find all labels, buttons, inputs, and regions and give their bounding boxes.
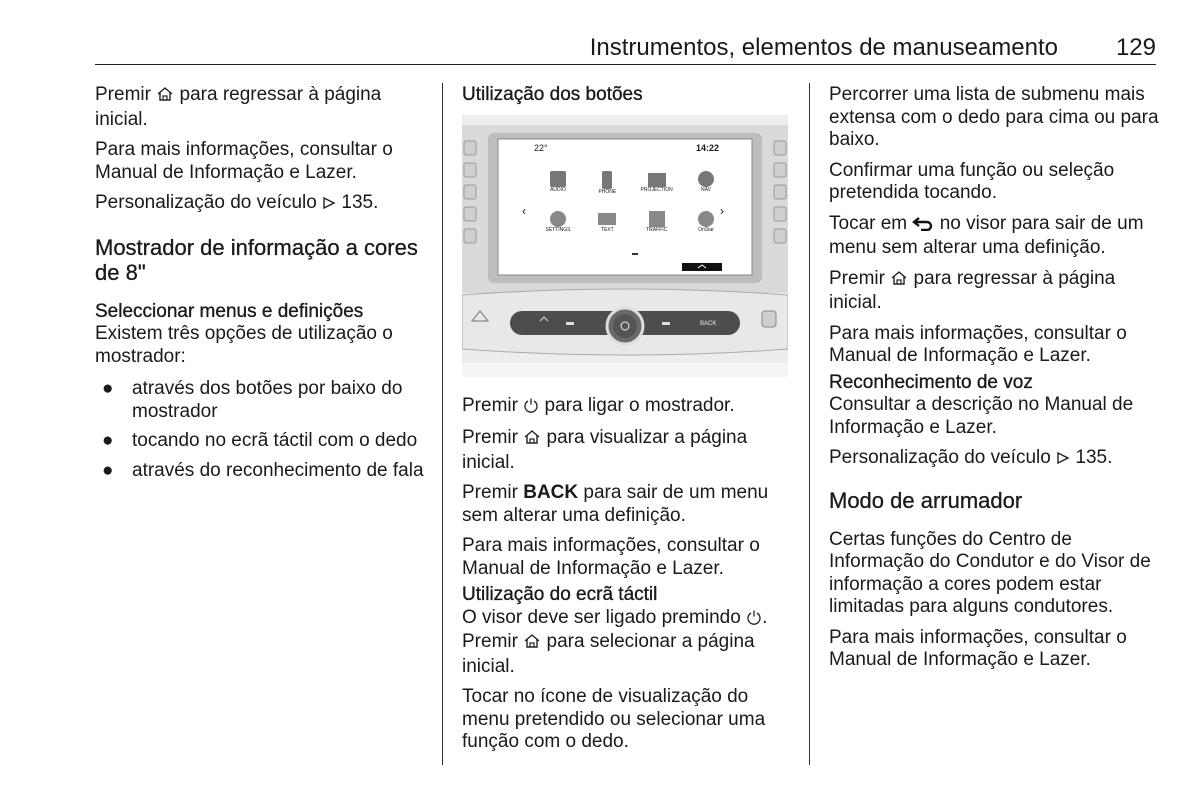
subsection-heading: Utilização do ecrã táctil	[462, 584, 658, 605]
back-button-label[interactable]: BACK	[700, 320, 717, 327]
paragraph: Confirmar uma função ou seleção pretendida tocando.	[829, 159, 1115, 203]
subsection-heading: Seleccionar menus e definições	[95, 300, 364, 322]
list-item: ● tocando no ecrã táctil com o dedo	[102, 430, 418, 451]
settings-icon	[550, 211, 566, 227]
subsection-heading: Utilização dos botões	[462, 84, 643, 105]
paragraph: Premir para selecionar a página inicial.	[462, 631, 755, 677]
screen-left-arrow[interactable]: ‹	[522, 203, 526, 218]
page-number: 129	[1115, 34, 1156, 61]
infotainment-figure	[462, 115, 788, 377]
paragraph: Personalização do veículo 135.	[829, 447, 1159, 472]
list-item: ● através do reconhecimento de fala	[102, 459, 424, 481]
paragraph: Certas funções do Centro de Informação do Condutor e do Visor de informação a cores podem estar limitadas para alguns condutores.	[829, 528, 1151, 617]
bullet: ●	[102, 430, 114, 451]
screen-time: 14:22	[696, 142, 720, 153]
paragraph: Premir para ligar o mostrador.	[462, 395, 792, 420]
paragraph: Premir para visualizar a página inicial.	[462, 427, 748, 473]
phone-icon	[602, 171, 612, 189]
paragraph: Para mais informações, consultar o Manual de Informação e Lazer.	[829, 626, 1127, 670]
bullet: ●	[102, 459, 114, 481]
text-icon	[598, 213, 616, 225]
paragraph: O visor deve ser ligado premindo .	[462, 607, 792, 632]
app-row-2	[536, 211, 728, 234]
paragraph: Tocar em no visor para sair de um menu sem alterar uma definição.	[829, 212, 1144, 258]
paragraph: Premir BACK para sair de um menu sem alterar uma definição.	[462, 482, 769, 526]
home-icon	[890, 270, 908, 293]
back-arrow-icon	[912, 215, 934, 238]
app-row-1	[536, 171, 728, 196]
nav-icon	[698, 171, 714, 187]
column-divider-2	[809, 83, 810, 765]
column-divider-1	[442, 83, 443, 765]
page-header	[95, 34, 1156, 65]
paragraph: Existem três opções de utilização o mostrador:	[95, 323, 393, 367]
column-3	[829, 84, 1159, 680]
power-icon	[523, 397, 539, 420]
paragraph: Personalização do veículo 135.	[95, 192, 425, 217]
paragraph: Percorrer uma lista de submenu mais extensa com o dedo para cima ou para baixo.	[829, 84, 1159, 150]
back-label: BACK	[523, 482, 579, 503]
home-icon	[523, 429, 541, 452]
paragraph: Para mais informações, consultar o Manual de Informação e Lazer.	[829, 322, 1127, 366]
paragraph: Consultar a descrição no Manual de Informação e Lazer.	[829, 394, 1134, 438]
app-tile-phone[interactable]: PHONE	[585, 171, 629, 196]
app-tile-nav[interactable]: NAV	[684, 171, 728, 196]
paragraph: Premir para regressar à página inicial.	[829, 267, 1116, 313]
subsection-heading: Reconhecimento de voz	[829, 371, 1033, 393]
section-heading: Mostrador de informação a cores de 8"	[95, 234, 418, 285]
page-reference-arrow-icon	[322, 194, 336, 217]
paragraph: Para mais informações, consultar o Manual de Informação e Lazer.	[95, 139, 393, 183]
app-tile-onstar[interactable]: OnStar	[684, 211, 728, 234]
projection-icon	[648, 173, 666, 187]
app-tile-projection[interactable]: PROJECTION	[635, 171, 679, 196]
screen-temperature: 22°	[534, 142, 548, 153]
column-2	[462, 84, 792, 762]
home-icon	[523, 633, 541, 656]
bullet: ●	[102, 378, 114, 399]
paragraph: Tocar no ícone de visualização do menu pretendido ou selecionar uma função com o dedo.	[462, 686, 766, 752]
header-title: Instrumentos, elementos de manuseamento	[589, 34, 1058, 61]
onstar-icon	[698, 211, 714, 227]
app-tile-text[interactable]: TEXT	[585, 211, 629, 234]
paragraph: Para mais informações, consultar o Manual de Informação e Lazer.	[462, 535, 760, 579]
paragraph: Premir para regressar à página inicial.	[95, 84, 382, 130]
power-icon	[746, 609, 762, 632]
app-tile-audio[interactable]: AUDIO	[536, 171, 580, 196]
list-item: ● através dos botões por baixo do mostrador	[102, 378, 403, 422]
audio-icon	[550, 171, 566, 187]
bullet-list	[95, 378, 425, 482]
app-tile-traffic[interactable]: TRAFFIC	[635, 211, 679, 234]
page-reference-arrow-icon	[1056, 449, 1070, 472]
column-1	[95, 84, 425, 489]
section-heading: Modo de arrumador	[829, 487, 1023, 513]
app-tile-settings[interactable]: SETTINGS	[536, 211, 580, 234]
home-icon	[156, 86, 174, 109]
traffic-icon	[649, 211, 665, 227]
screen-right-arrow[interactable]: ›	[720, 203, 724, 218]
